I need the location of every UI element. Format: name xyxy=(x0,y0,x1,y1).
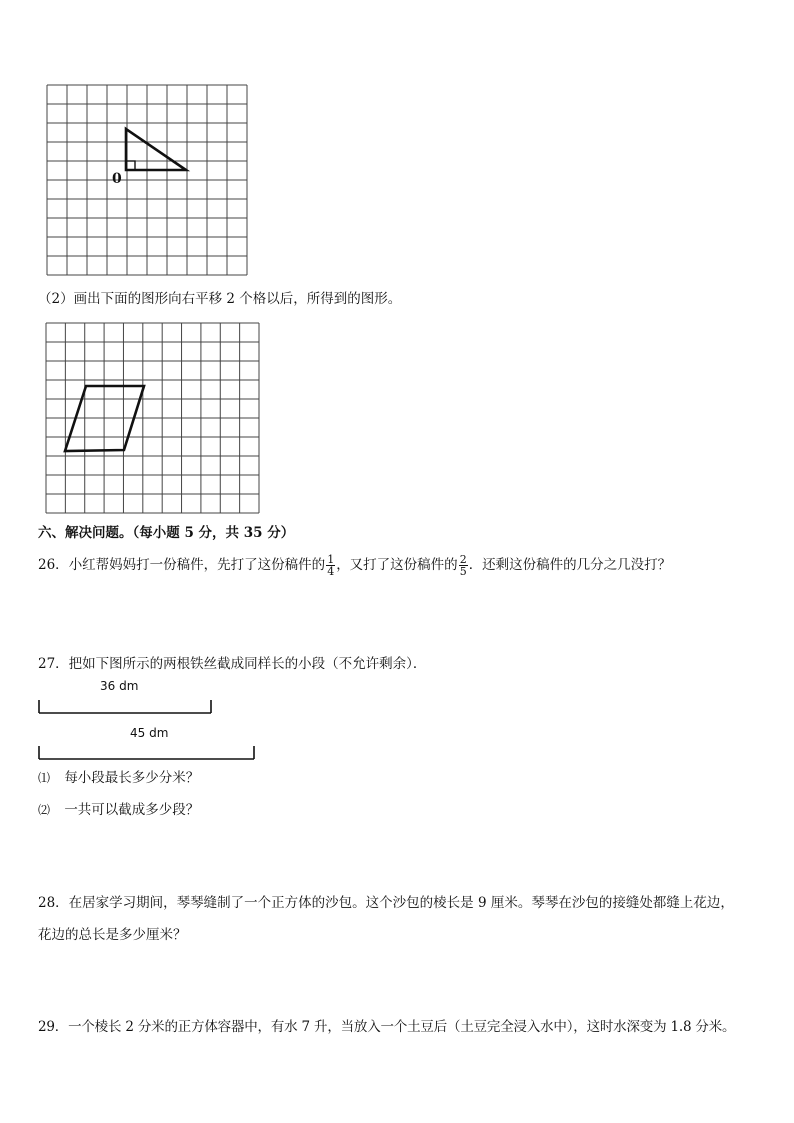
wire-45-segment xyxy=(38,745,256,761)
grid-figure-parallelogram xyxy=(45,322,260,514)
fraction-one-quarter: $\frac{1}{4}$ xyxy=(327,553,335,578)
q27-sub1-text: 每小段最长多少分米？ xyxy=(64,770,200,786)
wire-36-label: 36 dm xyxy=(100,679,139,693)
question-28-line2: 花边的总长是多少厘米？ xyxy=(38,927,187,943)
fraction-two-fifths: $\frac{2}{5}$ xyxy=(459,553,467,578)
question-28-line1: 28．在居家学习期间，琴琴缝制了一个正方体的沙包。这个沙包的棱长是 9 厘米。琴琴在沙包的接缝处都缝上花边， xyxy=(38,895,734,911)
grid-lines xyxy=(46,323,259,513)
question-29-line1: 29．一个棱长 2 分米的正方体容器中，有水 7 升，当放入一个土豆后（土豆完全浸入水中），这时水深变为 1.8 分米。 xyxy=(38,1019,736,1035)
wire-36-segment xyxy=(38,699,214,715)
origin-label: 0 xyxy=(112,171,122,187)
q25-part2-text: （2）画出下面的图形向右平移 2 个格以后，所得到的图形。 xyxy=(38,291,402,307)
grid-figure-triangle xyxy=(46,84,248,276)
q26-text-part1: 小红帮妈妈打一份稿件，先打了这份稿件的 xyxy=(68,557,326,573)
q27-sub1 xyxy=(38,768,199,788)
q27-sub2-number: ⑵ xyxy=(38,803,51,817)
section-heading: 六、解决问题。（每小题 5 分，共 35 分） xyxy=(38,525,295,541)
q27-sub2-text: 一共可以截成多少段？ xyxy=(64,802,200,818)
q26-text-part2: ，又打了这份稿件的 xyxy=(336,557,458,573)
q27-sub1-number: ⑴ xyxy=(38,771,51,785)
wire-45-label: 45 dm xyxy=(130,726,169,740)
q26-text-part3: ．还剩这份稿件的几分之几没打？ xyxy=(468,557,672,573)
q27-sub2 xyxy=(38,800,199,820)
question-27: 27．把如下图所示的两根铁丝截成同样长的小段（不允许剩余）． xyxy=(38,656,427,672)
question-26 xyxy=(38,553,671,577)
grid-lines xyxy=(47,85,247,275)
q26-number: 26． xyxy=(38,557,69,573)
